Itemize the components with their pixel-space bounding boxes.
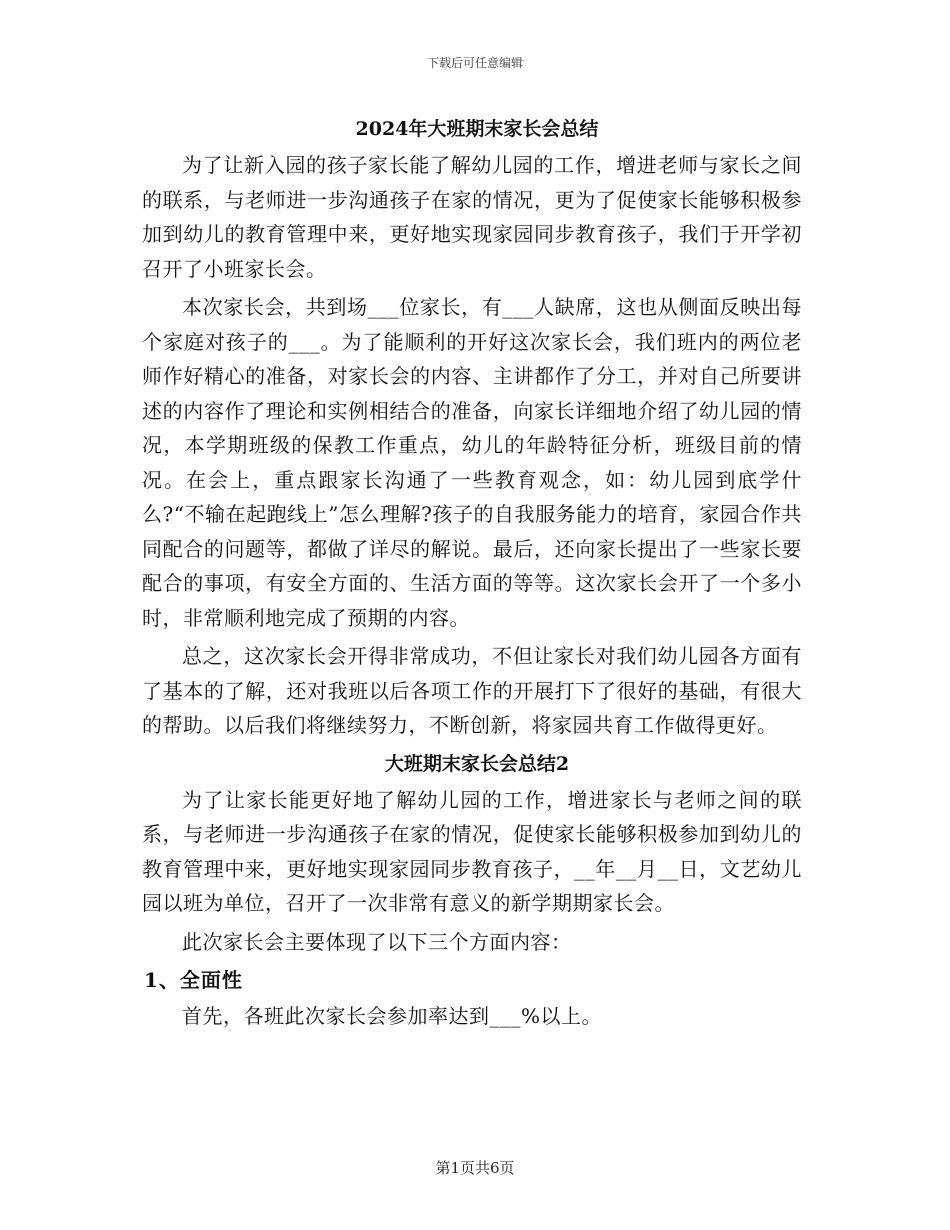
section-title-2: 大班期末家长会总结2 <box>384 752 570 775</box>
header-note: 下载后可任意编辑 <box>426 56 523 70</box>
section-title-1: 2024年大班期末家长会总结 <box>355 118 599 140</box>
paragraph: 总之，这次家长会开得非常成功，不但让家长对我们幼儿园各方面有了基本的了解，还对我班以后各项工作的开展打下了很好的基础，有很大的帮助。以后我们将继续努力，不断创新，将家园共育工作做得更好。 <box>142 644 802 737</box>
paragraph: 本次家长会，共到场___位家长，有___人缺席，这也从侧面反映出每个家庭对孩子的___。为了能顺利的开好这次家长会，我们班内的两位老师作好精心的准备，对家长会的内容、主讲都作了分工，并对自己所要讲述的内容作了理论和实例相结合的准备，向家长详细地介绍了幼儿园的情况，本学期班级的保教工作重点，幼儿的年龄特征分析，班级目前的情况。在会上，重点跟家长沟通了一些教育观念，如：幼儿园到底学什么?“不输在起跑线上”怎么理解?孩子的自我服务能力的培育，家园合作共同配合的问题等，都做了详尽的解说。最后，还向家长提出了一些家长要配合的事项，有安全方面的、生活方面的等等。这次家长会开了一个多小时，非常顺利地完成了预期的内容。 <box>142 295 802 630</box>
paragraph: 为了让新入园的孩子家长能了解幼儿园的工作，增进老师与家长之间的联系，与老师进一步沟通孩子在家的情况，更为了促使家长能够积极参加到幼儿的教育管理中来，更好地实现家园同步教育孩子，我们于开学初召开了小班家长会。 <box>142 153 802 281</box>
paragraph: 此次家长会主要体现了以下三个方面内容： <box>182 929 572 954</box>
page-number: 第1页共6页 <box>435 1159 515 1177</box>
subheading: 1、全面性 <box>144 968 243 992</box>
paragraph: 为了让家长能更好地了解幼儿园的工作，增进家长与老师之间的联系，与老师进一步沟通孩子在家的情况，促使家长能够积极参加到幼儿的教育管理中来，更好地实现家园同步教育孩子，__年__月__日，文艺幼儿园以班为单位，召开了一次非常有意义的新学期期家长会。 <box>142 787 802 915</box>
paragraph: 首先，各班此次家长会参加率达到___%以上。 <box>182 1004 603 1028</box>
document-body <box>142 112 802 1038</box>
